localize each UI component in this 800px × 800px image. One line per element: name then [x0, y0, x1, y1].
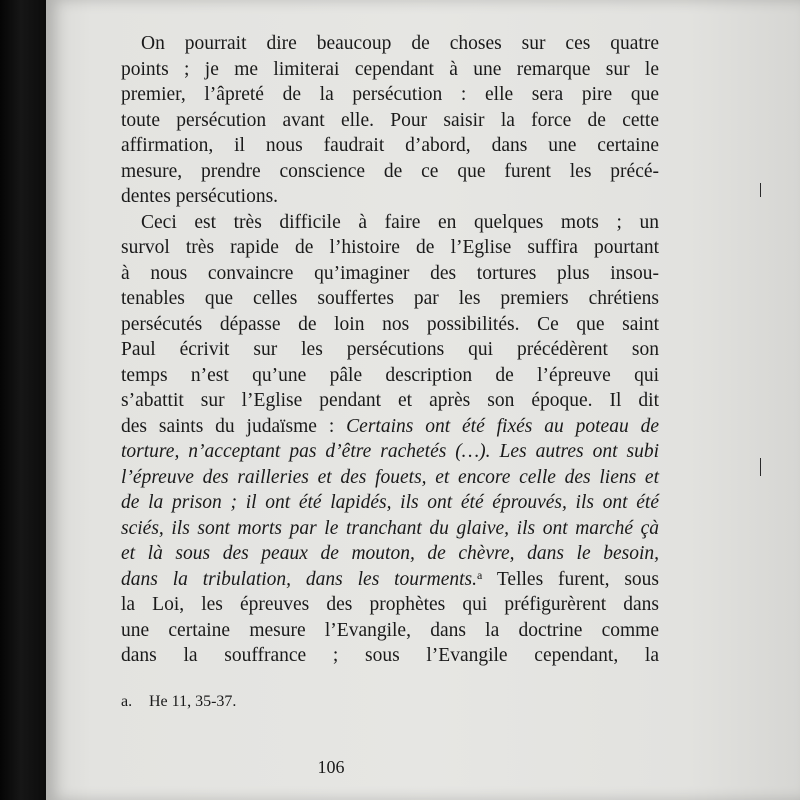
quote-text: torture, n’acceptant pas d’être rachetés (…). Les autres ont subi [121, 441, 659, 462]
quote-text: l’épreuve des railleries et des fouets, et encore celle des liens et [121, 466, 659, 488]
line-text: points ; je me limiterai cependant à une remarque sur le [121, 58, 659, 80]
line-text: On pourrait dire beaucoup de choses sur ces quatre [141, 33, 659, 54]
line-text: tenables que celles souffertes par les premiers chrétiens [121, 288, 659, 309]
line-text: dentes persécutions. [121, 186, 279, 207]
text-line [121, 31, 659, 57]
binder-edge [0, 0, 46, 800]
text-line [121, 414, 659, 440]
quote-text: sciés, ils sont morts par le tranchant du glaive, ils ont marché çà [121, 517, 659, 539]
text-line [121, 286, 659, 312]
text-line [121, 439, 659, 465]
line-text: temps n’est qu’une pâle description de l’épreuve qui [121, 364, 659, 386]
text-line [121, 363, 659, 389]
text-line [121, 465, 659, 491]
text-line [121, 57, 659, 83]
text-line [121, 312, 659, 338]
text-line [121, 337, 659, 363]
line-text: Ceci est très difficile à faire en quelques mots ; un [141, 211, 659, 233]
text-line [121, 388, 659, 414]
text-line [121, 592, 659, 618]
text-line [121, 159, 659, 185]
text-line [121, 261, 659, 287]
text-line [121, 184, 659, 210]
line-text: mesure, prendre conscience de ce que furent les précé- [121, 160, 659, 182]
text-line [121, 618, 659, 644]
text-line [121, 82, 659, 108]
line-text: une certaine mesure l’Evangile, dans la doctrine comme [121, 619, 659, 641]
text-line [121, 490, 659, 516]
text-line [121, 567, 659, 593]
text-line [121, 210, 659, 236]
line-text: toute persécution avant elle. Pour saisir la force de cette [121, 109, 659, 131]
line-text: s’abattit sur l’Eglise pendant et après son époque. Il dit [121, 390, 659, 411]
line-text: Paul écrivit sur les persécutions qui précédèrent son [121, 339, 659, 360]
text-line [121, 235, 659, 261]
text-line [121, 133, 659, 159]
footnote-marker: a. [121, 693, 133, 710]
page-number: 106 [317, 757, 345, 777]
text-line [121, 108, 659, 134]
quote-text: dans la tribulation, dans les tourments. [121, 568, 478, 590]
line-text: la Loi, les épreuves des prophètes qui préfigurèrent dans [121, 594, 659, 615]
text-line [121, 643, 659, 669]
margin-mark [760, 458, 761, 476]
footnote [121, 693, 236, 711]
line-text: affirmation, il nous faudrait d’abord, dans une certaine [121, 135, 659, 156]
line-text: persécutés dépasse de loin nos possibilités. Ce que saint [121, 313, 659, 335]
line-text: Telles furent, sous [482, 568, 660, 590]
body-text [121, 31, 659, 669]
quote-text: Certains ont été fixés au poteau de [346, 415, 659, 437]
margin-mark [760, 183, 761, 197]
footnote-reference: a [477, 567, 483, 582]
quote-text: de la prison ; il ont été lapidés, ils ont été éprouvés, ils ont été [121, 492, 659, 513]
line-text: dans la souffrance ; sous l’Evangile cependant, la [121, 645, 659, 666]
quote-text: et là sous des peaux de mouton, de chèvre, dans le besoin, [121, 543, 659, 564]
line-text: premier, l’âpreté de la persécution : elle sera pire que [121, 84, 659, 105]
line-text: survol très rapide de l’histoire de l’Eglise suffira pourtant [121, 237, 659, 258]
text-line [121, 516, 659, 542]
text-line [121, 541, 659, 567]
line-text: des saints du judaïsme : [121, 415, 347, 437]
footnote-text: He 11, 35-37. [149, 693, 237, 710]
line-text: à nous convaincre qu’imaginer des tortures plus insou- [121, 262, 659, 284]
